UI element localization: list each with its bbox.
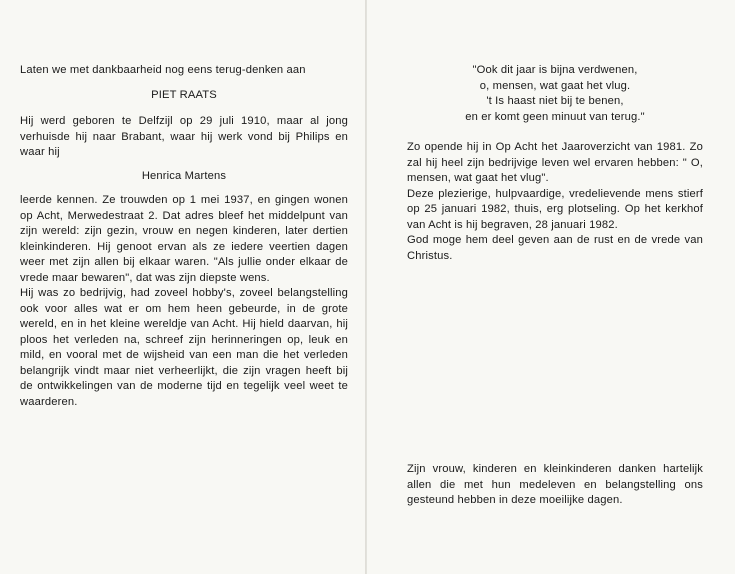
thanks-block <box>407 462 703 509</box>
marriage-paragraph: leerde kennen. Ze trouwden op 1 mei 1937, en gingen wonen op Acht, Merwedestraat 2. Dat adres bleef het middelpunt van zijn wereld: zijn gezin, vrouw en negen kinderen, later dertien kleinkinderen. Hij genoot ervan als ze iedere veertien dagen weer met zijn allen bij elkaar waren. "Als jullie onder elkaar de vrede maar bewaren", dat was zijn diepste wens. <box>20 194 348 284</box>
overview-paragraph: Zo opende hij in Op Acht het Jaaroverzicht van 1981. Zo zal hij heel zijn bedrijvige leven wel ervaren hebben: " O, mensen, wat gaat het vlug". <box>407 141 703 184</box>
death-paragraph: Deze plezierige, hulpvaardige, vredelievende mens stierf op 25 januari 1982, thuis, erg plotseling. Op het kerkhof van Acht is hij begraven, 28 januari 1982. <box>407 187 703 231</box>
poem <box>407 63 703 125</box>
deceased-name: PIET RAATS <box>151 88 217 101</box>
card-fold <box>365 0 367 574</box>
poem-line: 't Is haast niet bij te benen, <box>486 95 624 107</box>
intro-line: Laten we met dankbaarheid nog eens terug-denken aan <box>20 64 306 76</box>
spouse-name: Henrica Martens <box>141 169 227 182</box>
right-page <box>407 63 703 264</box>
prayer-text: God moge hem deel geven aan de rust en de vrede van Christus. <box>407 234 703 262</box>
birth-paragraph: Hij werd geboren te Delfzijl op 29 juli 1910, maar al jong verhuisde hij naar Brabant, waar hij werk vond bij Philips en waar hij <box>20 115 348 158</box>
poem-line: en er komt geen minuut van terug." <box>465 110 645 123</box>
left-page <box>20 63 348 410</box>
thanks-paragraph: Zijn vrouw, kinderen en kleinkinderen danken hartelijk allen die met hun medeleven en belangstelling ons gesteund hebben in deze moeilijke dagen. <box>407 463 703 506</box>
poem-line: "Ook dit jaar is bijna verdwenen, <box>472 64 638 76</box>
intro-text <box>20 63 348 79</box>
poem-line: o, mensen, wat gaat het vlug. <box>479 79 631 92</box>
hobby-paragraph: Hij was zo bedrijvig, had zoveel hobby's, zoveel belangstelling ook voor alles wat er om hem heen gebeurde, in de grote wereld, en in het kleine wereldje van Acht. Hij hield daarvan, hij ploos het verleden na, schreef zijn herinneringen op, leuk en mild, en vooral met de wijsheid van een man die het verleden belangrijk vindt maar niet verheerlijkt, die zijn vragen heeft bij de ontwikkelingen van de moderne tijd en tegelijk veel weet te waarderen. <box>20 287 348 408</box>
